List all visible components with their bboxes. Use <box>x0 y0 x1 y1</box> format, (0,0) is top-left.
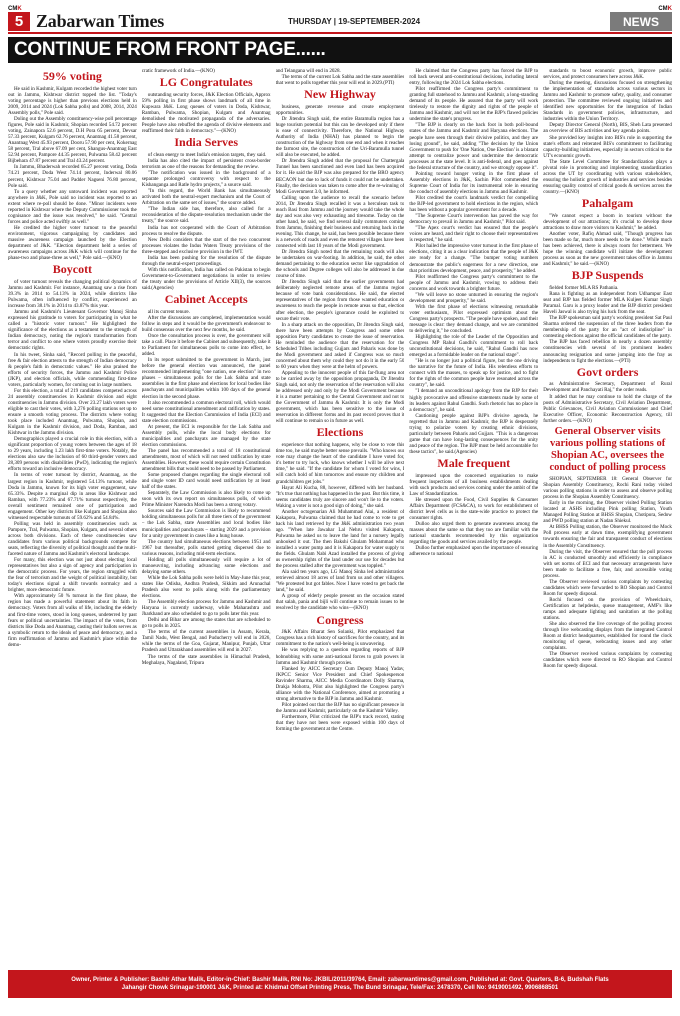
article-paragraph: For many, this election was not just about electing local representatives but also a sign of agency and participation in the democratic process. For years, the region struggled with the fear of terrorism and the weight of political instability, but today's elections signal a shift towards normalcy and a brighter, more democratic future. <box>8 557 137 594</box>
column-3 <box>276 68 405 968</box>
article-columns <box>8 68 672 968</box>
article-paragraph: The BJP has faced rebellion in nearly a dozen assembly constituencies with several of its prominent leaders announcing resignation and some jumping into the fray as independents to fight the elections.—(PTI) <box>543 339 672 364</box>
corner-tag-left: CMK <box>8 6 22 12</box>
article-paragraph: The Assembly election process for Jammu and Kashmir and Haryana is currently underway, while Maharashtra and Jharkhand are also scheduled to go to polls later this year. <box>141 599 271 618</box>
article-paragraph: During the visit, the Observer ensured that the poll process in AC is conducted smoothly and efficiently in compliance with set norms of ECI and that necessary arrangements have been made to facilitate a free, fair, and accessible voting process. <box>543 548 672 579</box>
imprint-line-2: Jahangir Chowk Srinagar-190001 J&K, Printed at: Khidmat Offset Printing Press, The Bund Srinagar, Tele/Fax: 2478370, Cell No: 9419001492, 9906868501 <box>121 985 559 991</box>
article-paragraph: The BJP spokesman said party's working president Sat Paul Sharma ordered the suspension of the three leaders from the membership of the party for an "act of indiscipline" in contesting elections against the official candidates of the party. <box>543 315 672 340</box>
article-paragraph: "The Indian side has, therefore, also called for a reconsideration of the dispute-resolution mechanism under the treaty," the source said. <box>141 206 271 225</box>
article-paragraph: The country had simultaneous elections between 1951 and 1967 but thereafter, polls started getting dispersed due to various reasons, including mid-term elections. <box>141 538 271 557</box>
article-paragraph: At BHSS Polling station, the Observer monitored the Mock Poll process early at dawn time, exemplifying government towards ensuring the fair and transparent conduct of elections in the Assembly Constituency. <box>543 524 672 549</box>
article-paragraph: Pointing toward hunger voting in the first phase of Assembly elections in J&K, Sachin Pilot commended the Supreme Court of India for its instrumental role in ensuring the conduct of assembly elections in Jammu and Kashmir. <box>409 170 539 195</box>
article-a4-headline: India Serves <box>174 135 239 150</box>
article-lead: and Telangana will end in 2028. <box>275 68 341 74</box>
article-paragraph: Deputy Director General (North), BIS, Sheh Lata presented an overview of BIS activities and key agenda points. <box>543 122 672 135</box>
section-tag: NEWS <box>610 12 672 31</box>
column-4 <box>409 68 538 968</box>
article-paragraph: impressed upon the concerned organisation to make frequent inspections of all business establishments dealing with such products and services coming under the ambit of the Law of Standardization. <box>409 472 539 497</box>
article-paragraph: "We cannot expect a boom in tourism without the development of our attractions; it's crucial to develop these attractions to draw more visitors to Kashmir," he added. <box>543 212 672 231</box>
article-paragraph: "In this regard, the World Bank has simultaneously activated both the neutral-expert mechanism and the Court of Arbitration on the same set of issues," the source added. <box>141 188 271 207</box>
article-paragraph: J&K Affairs Bharat Sen Solanki, Pilot emphasized that Congress has a rich history of sacrifices for the country, and its commitment to the nation's well-being is unwavering. <box>275 629 405 648</box>
article-paragraph: To a query whether any untoward incident was reported anywhere in J&K, Pole said no incident was reported to an extent where re-poll should be done. "Minor incidents were reported in Kishtwar where the Deputy Commissioner took the cognisance and the issue was resolved," he said. "Central forces and police acted swiftly as well." <box>8 188 137 225</box>
article-paragraph: The terms of the current assemblies in Assam, Kerala, Tamil Nadu, West Bengal, and Puducherry will end in 2026, while the terms of the Goa, Gujarat, Manipur, Punjab, Uttar Pradesh and Uttarakhand assemblies will end in 2027. <box>141 629 271 654</box>
article-paragraph: Hayat Ali Kucha, 88, however, differed with her husband. "It's true that nothing has happened in the past. But this time, it seems candidates truly are sincere and won't lie to the voters. Waking a voter is not a good sign of doing," she said. <box>275 484 405 509</box>
corner-tag-right: CMK <box>658 6 672 12</box>
article-paragraph: Some proposed changes regarding the single electoral roll and single voter ID card would need ratification by at least half of the states. <box>141 472 271 491</box>
article-a5-headline: Cabinet Accepts <box>164 292 248 307</box>
article-paragraph: In terms of voter turnout by district, Anantnag, as the largest region in Kashmir, registered 54.13% turnout, while Doda in Jammu, known for its high voter engagement, saw 65.33%. Despite a marginal dip in areas like Kishtwar and Ramban, with 77.23% and 67.71% turnout respectively, the overall sentiment remained one of participation and engagement. Other key districts like Kulgam and Shopian also witnessed respectable turnouts of 59.62% and 54.84%. <box>8 472 137 521</box>
article-a9-headline: Congress <box>316 612 364 627</box>
article-paragraph: of clean energy to meet India's emission targets, they said. <box>147 151 267 158</box>
article-paragraph: Holding all polls simultaneously will require a lot of manoeuvring, including advancing some elections and delaying some others. <box>141 556 271 575</box>
article-paragraph: With this notification, India has called on Pakistan to begin Government-to-Government negotiations in order to review the treaty under the provisions of Article XII(3), the sources said.(Agencies) <box>141 266 271 291</box>
article-a7-headline: New Highway <box>304 87 376 102</box>
article-paragraph: Ala said ten years ago, LG Manoj Sinha led administration retrieved almost 18 acres of land from us and other villagers. "We protested but got fables. Now I have voted to get back the land," he said. <box>275 569 405 594</box>
article-paragraph: With approximately 50 % turnout in the first phase, the region has made a powerful statement about its faith in democracy. Voters from all walks of life, including the elderly and first-time voters, stood in long queues, undeterred by past fears or political uncertainties. The impact of the votes, from districts like Doda and Anantnag, casting their ballots serves as a symbolic return to the ideals of peace and democracy, and a firm reaffirmation of Jammu and Kashmir's place within the demo- <box>8 593 137 648</box>
article-paragraph: During the meeting, discussions focused on strengthening the implementation of standards across various sectors in Jammu and Kashmir to promote safety, quality, and consumer protection. The committee reviewed ongoing initiatives and identified new opportunities for the integration of Indian Standards in government policies, infrastructure, and industries within the Union Territory. <box>543 80 672 123</box>
article-paragraph: She provided key insights into BIS's role in supporting the state's efforts and reiterated BIS's commitment to facilitating capacity-building initiatives, especially in sectors critical to the UT's economic growth. <box>543 134 672 159</box>
masthead-rule <box>8 32 672 34</box>
article-paragraph: Rochi focused on the provision of Wheelchairs, Certification at helpdesks, queue management, AMF's like ramps and adequate lighting and sanitation at the polling stations. <box>543 596 672 622</box>
article-paragraph: It added that he may continue to hold the charge of the posts of Administrative Secretary, Civil Aviation Department, Public Grievances, Civil Aviation Commissioner and Chief Executive Officer, Economic Reconstruction Agency, till further orders.—(KNO) <box>543 393 672 424</box>
column-2 <box>142 68 271 968</box>
article-paragraph: The State Level Committee for Standardization plays a pivotal role in promoting and implementing standardization across the UT by coordinating with various stakeholders, ensuring the holistic growth of industries and services besides ensuring quality control of critical goods & services across the country.—(KNO) <box>543 158 672 195</box>
paper-name: Zabarwan Times <box>36 11 165 31</box>
article-paragraph: After the discussions are completed, implementation would follow in steps and it would be the government's endeavour to build consensus over the next few months, he said. <box>141 314 271 333</box>
article-paragraph: standards to boost economic growth, improve public services, and protect consumers here across J&K. <box>543 68 672 81</box>
column-1 <box>8 68 137 968</box>
article-paragraph: She also observed the live coverage of the polling process through live webcasting displays from the integrated Control Room at district headquarters, established for round the clock monitoring of queue, webcasting issues and any other complaints. <box>543 621 672 652</box>
article-paragraph: In his tweet, Sinha said, "Record polling in the peaceful, free & fair election attests to the strength of Indian democracy & people's faith in democratic values." He also praised the efforts of security forces, the Jammu and Kashmir Police (JKP), and election officials, while commending first-time voters, particularly women, for coming out in large numbers. <box>8 351 137 388</box>
article-paragraph: Highlighting the role of the Leader of the Opposition and Congress MP Rahul Gandhi's commitment to roll back unconstitutional decisions, he said, "Rahul Gandhi has now emerged as a formidable leader on the national stage". <box>409 334 539 359</box>
article-a2-headline: Boycott <box>52 262 93 277</box>
article-paragraph: Cautioning people against BJP's divisive agenda, he regretted that in Jammu and Kashmir, the BJP is desperately trying to polarize voters by creating ethnic divisions, particularly between Paharis and Gujjars. "This is a dangerous game that can have long-lasting consequences for the unity and peace of the region. The BJP must be held accountable for these tactics", he said.(Agencies) <box>409 412 539 455</box>
article-paragraph: Flanked by AICC Secretary Cum Deputy Manoj Yadav, JKPCC Senior Vice President and Chief Spokesperson Ravinder Sharma, AICC Media Coordinators Dolly Sharma, Drakja Mohotra, Pilot also highlighted the Congress party's alliance with the National Conference, aimed at promoting a strong alternative to the BJP in Jammu and Kashmir. <box>275 665 405 702</box>
article-byline: SHOPIAN, SEPTEMBER 18: General Observer for Shopian Assembly Constituency, Rochi Rani today visited various polling stations in order to assess and observe polling process in the Shopian Assembly Constituency. <box>543 475 672 501</box>
article-paragraph: Pilot hailed the impressive voter turnout in the first phase of elections, citing it as a clear indication that the people of J&K are ready for a change. "The bumper voting numbers demonstrate the public's eagerness for a new direction, one that prioritizes development, peace, and prosperity," he added. <box>409 243 539 274</box>
article-paragraph: business, generate revenue and create employment opportunities. <box>275 103 405 116</box>
article-paragraph: He was replying to a question regarding reports of BJP hobnobbing with some anti-national forces to grab powers in Jammu and Kashmir through proxies. <box>275 647 405 666</box>
section-banner: CONTINUE FROM FRONT PAGE...... <box>8 37 672 63</box>
page-number: 5 <box>8 12 30 31</box>
article-paragraph: outstanding security forces, J&K Election Officials, Approx 59% polling in first phase shows landmark of all time in Kupwara J&K. Long queues of voters in Doda, Kishtwar, Ramban, Pulwama, Shopian, Kulgam and Anantnag demolished the motivated propaganda of the adversaries. People have also rebuffed the agenda of divisive elements and reaffirmed their faith in democracy."—(KNO) <box>141 91 271 135</box>
article-paragraph: In its report submitted to the government in March, just before the general election was announced, the panel recommended implementing "one nation, one election" in two phases – simultaneous polls for the Lok Sabha and state assemblies in the first phase and elections for local bodies like panchayats and municipalities within 100 days of the general election in the second phase. <box>141 357 271 400</box>
article-paragraph: as Administrative Secretary, Department of Rural Development and Panchayati Raj," the order reads. <box>543 381 672 394</box>
article-paragraph: At present, the ECI is responsible for the Lok Sabha and Assembly polls, while the local body elections for municipalities and panchayats are managed by the state election commissions. <box>141 423 271 448</box>
article-lead: cratic framework of India.—(KNO) <box>141 68 215 74</box>
article-paragraph: Dr Jitendra Singh noted that the remaining roads will also be undertaken on war-footing. In addition, he said, the other demand pertaining to the education sector like upgradation of the schools and Degree colleges will also be addressed in due course of time. <box>275 249 405 280</box>
article-paragraph: "He is no longer just a political figure, but the one driving the narrative for the future of India. His relentless efforts to connect with the masses, to speak up for justice, and to fight for the rights of the common people have resonated across the country", he said. <box>409 358 539 389</box>
article-paragraph: India has not cooperated with the Court of Arbitration process to resolve the dispute. <box>141 224 271 237</box>
article-paragraph: Sources said the Law Commission is likely to recommend holding simultaneous polls for all three tiers of the government – the Lok Sabha, state Assemblies and local bodies like municipalities and panchayats – starting 2029 and a provision for a unity government in cases like a hung house. <box>141 508 271 539</box>
article-paragraph: Doling out the Assembly constituency-wise poll percentage figures, Pole said in Kashmir, Shopian recorded 54.72 percent voting, Zainapora 52.6 percent, D.H Pora 65 percent, Devsar 57.33 percent, Kulgam 62.76 percent, Anantnag 41.58 percent, Anantnag West 45.93 percent, Dooru 57.90 per cent, Kokernag 58 percent, Tral above 67.09 per cent, Shangus-Anantnag East 52.94 percent, Pampore 44.35 percent, Pulwama 58.42 percent Bijbehara 47.87 percent and Tral 43.24 percent. <box>8 116 137 165</box>
article-a8-headline: Elections <box>316 425 364 440</box>
masthead <box>8 12 672 31</box>
article-paragraph: Dr Jitendra Singh said that the earlier governments had deliberately neglected remote areas of the Jammu region because of vote bank considerations. He said, the elected representatives of the region from those wanted education or awareness to reach the people in remote areas so that, election after election, the people's ignorance could be exploited to secure their vote. <box>275 279 405 322</box>
article-paragraph: "We will leave no stone unturned in ensuring the region's development and prosperity," he said. <box>409 291 539 304</box>
article-paragraph: "I demand an unconditional apology from the BJP for their highly provocative and offensive statements made by some of its leaders against Rahul Gandhi. Such rhetoric has no place in a democracy", he said. <box>409 388 539 413</box>
article-paragraph: of voter turnout reveals the changing political dynamics of Jammu and Kashmir. For instance, Anantnag saw a rise from 39.3% in 2014 to 54.13% in 2024, while districts like Pulwama, often influenced by conflict, experienced an increase from 38.1% in 2014 to 43.87% this year. <box>8 278 137 310</box>
article-paragraph: Another voter, Rafiq Ahmad said, "Though progress has been made so far, much more needs to be done." While much has been achieved, there is always room for betterment. We hope the winning candidate will initiate the development process as soon as the new government takes office in Jammu and Kashmir," he said.—(KNO) <box>543 230 672 268</box>
article-a11-headline: Pahalgam <box>581 195 634 210</box>
article-paragraph: Demographics played a crucial role in this election, with a significant proportion of young voters between the ages of 18 to 29 years, including 1.23 lakh first-time voters. Notably, the elections also saw the inclusion of 60 third-gender voters and 28,309 persons with disabilities (PwD), indicating the region's efforts toward an inclusive democracy. <box>8 436 137 473</box>
article-paragraph: Polling was held in assembly constituencies such as Pampore, Tral, Pulwama, Shopian, Kulgam, and several others across both divisions. Each of these constituencies saw candidates from various political backgrounds compete for seats, reflecting the diversity of political thought and the multi-faceted nature of Jammu and Kashmir's electoral landscape. <box>8 520 137 558</box>
article-paragraph: The Observer reviewed various complaints by contesting candidates which were forwarded to RO Shopian and Control Room for speedy disposal. <box>543 578 672 597</box>
article-paragraph: Furthermore, Pilot criticized the BJP's track record, stating that they have not been were exposed within 100 days of forming the government at the Centre. <box>275 713 405 733</box>
article-paragraph: He claimed that the Congress party has forced the BJP to roll back several anti-constitutional decisions, including lateral entry, following the 2024 Lok Sabha elections. <box>409 68 539 87</box>
article-paragraph: Pilot reaffirmed the Congress party's commitment to granting full statehood to Jammu and Kashmir, a long-standing demand of its people. He assured that the party will work tirelessly to restore the dignity and rights of the people of Jammu and Kashmir, and will not let the BJP's flawed policies undermine the state's progress. <box>409 86 539 123</box>
article-paragraph: For this election, a total of 219 candidates competed across 24 assembly constituencies in Kashmir division and eight constituencies in Jammu division. Over 23.27 lakh voters were eligible to cast their votes, with 3,276 polling stations set up to ensure a smooth voting process. The districts where voting took place included Anantnag, Pulwama, Shopian, and Kulgam in the Kashmir division, and Doda, Ramban, and Kishtwar in the Jammu division. <box>8 387 137 437</box>
article-paragraph: Dulloo also urged them to generate awareness among the masses about the same so that they too are familiar with the national standards recommended by this organization regarding the goods and services availed by the people. <box>409 521 539 546</box>
article-paragraph: The Observer received various complaints by contesting candidates which were directed to RO Shopian and Control Room for speedy disposal. <box>543 651 672 670</box>
article-paragraph: India has been pushing for the resolution of the dispute through the neutral-expert proceedings. <box>141 254 271 267</box>
article-paragraph: Once the consultation process is over, the government will take a call. Place it before the Cabinet and subsequently, take it to Parliament for simultaneous polls to come into effect, he added. <box>141 333 271 358</box>
article-paragraph: "The notification was issued in the background of a separate prolonged controversy with respect to the Kishanganga and Ratle hydro projects," a source said. <box>141 170 271 189</box>
article-paragraph: Dulloo further emphasized upon the importance of ensuring adherence to national <box>409 545 539 558</box>
article-a13-headline: Govt orders <box>576 364 639 379</box>
article-paragraph: experience that nothing happens, why be close to vote this time too, he said maybe better sense prevails. "Who knows our vote may change the heart of the candidate I have voted for, it's better to try luck, who knows whether I will be alive next time," he said. "If the candidate for whom I voted for wins, I will catch hold of him tomorrow and ensure my children and grandchildren get jobs." <box>275 442 405 485</box>
article-a1-headline: 59% voting <box>42 69 102 83</box>
article-paragraph: India has also cited the impact of persistent cross-border terrorism as one of the reasons for demanding the review. <box>141 158 271 171</box>
article-paragraph: Another octogenarian Ali Muhammad Alai, a resident of Kakapora, Pulwama claimed that he had come to vote to get back his land retrieved by the J&K administration two years ago. "When late Jawahar Lal Nehru visited Kakapora, Pulwama he asked us to leave the land for a nursery legally unhooked it out. The then Bakshi Ghulam Mohammad who installed a water pump and it is Kakapora for water supply to the fields. Ghulam Nabi Azad installed the process of giving us ownership rights of the land under our use for decades but the process stalled after the government was toppled." <box>275 508 405 570</box>
article-paragraph: In a sharp attack on the opposition, Dr Jitendra Singh said, there have been attempts by Congress and some other opposition Party candidates to create the issue of reservation. He reminded the audience that the reservation for the Scheduled Tribes including Gujjars and Paharis was done by the Modi government and asked if Congress was so much concerned about them why could they not do it in the early 50 to 60 years when they were at the helm of powers. <box>275 321 405 370</box>
article-paragraph: Calling upon the audience to recall the scenario before 2014, Dr Jitendra Singh recalled it was a herculean task to reach Basi from Jammu and the journey would take the whole day and was also very exhausting and tiresome. Today on the other hand, he said, we find several daily commuters coming from Jammu, finishing their business and returning back in the evening. This change, he said, has been possible because there is a network of roads and even the remotest villages have been connected with last 10 years of the Modi government. <box>275 194 405 250</box>
article-paragraph: With the first phase of elections witnessing remarkable voter enthusiasm, Pilot expressed optimism about the Congress party's prospects. "The people have spoken, and their message is clear: they demand change, and we are committed to delivering it," he concluded. <box>409 303 539 335</box>
article-a3-headline: LG Congratulates <box>159 75 253 90</box>
article-paragraph: Early in the morning, the Observer visited Polling Station located at ASHS including Pink polling Station, Youth Managed Polling Station at BHSS Shopian, Chotipora, Sedow and PWD polling station at Nadan Shiekul. <box>543 500 672 525</box>
article-paragraph: all its current tenure. <box>147 308 190 315</box>
article-paragraph: "The Supreme Court's intervention has paved the way for democracy to prevail in Jammu and Kashmir," Pilot said. <box>409 213 539 226</box>
article-paragraph: While the Lok Sabha polls were held in May-June this year, states like Odisha, Andhra Pradesh, Sikkim and Arunachal Pradesh also went to polls along with the parliamentary elections. <box>141 574 271 600</box>
column-5 <box>543 68 672 968</box>
issue-date: THURSDAY | 19-SEPTEMBER-2024 <box>288 17 421 26</box>
article-paragraph: The terms of the current Lok Sabha and the state assemblies that went to polls together this year will end in 2029.(PTI) <box>275 74 405 87</box>
imprint-footer <box>8 970 672 998</box>
article-paragraph: "The BJP is clearly on the back foot in both poll-bound states of the Jammu and Kashmir and Haryana elections. The people have seen through their divisive politics, and they are losing ground", he said, adding "The decision by the Union Government to push for 'One Nation, One Election' is a blatant attempt to centralize power and undermine the democratic processes at the state level. It is anti-federal, and goes against the federal structure of the country, and we strongly oppose it". <box>409 122 539 171</box>
article-paragraph: Pilot reaffirmed the Congress party's commitment to the people of Jammu and Kashmir, vowing to address their concerns and work towards a brighter future. <box>409 273 539 292</box>
article-paragraph: Appealing to the innocent people of this far-flung area not to be carried away by the opposition propaganda, Dr Jitendra Singh said, not only the reservation of the reservation will also be addressed only and only by the Modi Government because it is a matter pertaining to the Central Government and not to the Government of Jammu & Kashmir. It is only the Modi government, which has been sensitive to the issue of reservation in different forms and its past record proves that it will continue to remain so in future as well. <box>275 370 405 425</box>
article-paragraph: He said in Kashmir, Kulgam recorded the highest voter turn out in Jammu, Kishtwar district topped the list. "Today's voting percentage is higher than previous elections held in 2009, 2014 and 2024 (Lok Sabha polls) and 2008, 2014, 2024 Assembly polls," Pole said. <box>8 85 137 116</box>
imprint-line-1: Owner, Printer & Publisher: Bashir Athar Malik, Editor-in-Chief: Bashir Malik, RNI No: JKBIL/2011/39764, Email: zabarwantimes@gmail.com, Published at: Govt. Quarters, B-6, Budshah Flats <box>71 977 609 983</box>
article-paragraph: Rana is fighting as an independent from Udhampur East seat and BJP has fielded former MLA Kuljeet Kumar Singh Paramal. Garu is a proxy leader and the BJP district president Haveli Jaswal is also trying his luck from the seat. <box>543 291 672 316</box>
article-paragraph: New Delhi considers that the start of the two concurrent processes violates the Indus Waters Treaty provisions of the three-stepped and exclusive provision in the IWT. <box>141 236 271 255</box>
article-paragraph: He stressed upon the Food, Civil Supplies & Consumer Affairs Department (FCS&CA), to work for establishment of district level cells as is the state-wide practice to protect the consumer rights. <box>409 496 539 522</box>
article-paragraph: He credited the higher voter turnout to the peaceful environment, vigorous campaigning by candidates and massive awareness campaign launched by the Election department of J&K. "Election department held a series of awareness campaigns across J&K which will continue for the phase-two and phase-three as well," Pole said.—(KNO) <box>8 224 137 262</box>
article-paragraph: Dr Jitendra Singh added that the proposal for Chattergala Tunnel has been sanctioned and even land has been acquired for it. He said the BJP was also prepared for the BRO agency BECAON but due to lack of funds it could not be undertaken. Finally, the decision was taken to come after the re-winning of Modi Government 3.0, he informed. <box>275 158 405 195</box>
article-paragraph: The terms of the state assemblies in Himachal Pradesh, Meghalaya, Nagaland, Tripura <box>141 653 271 666</box>
article-a12-headline: BJP Suspends <box>571 268 644 283</box>
article-paragraph: "The Apex court's verdict has ensured that the people's voices are heard, and their right to choose their representatives is respected," he said. <box>409 225 539 244</box>
article-paragraph: fielded former MLA RS Pathania. <box>549 285 619 291</box>
article-paragraph: In Jammu, Bhaderwah recorded 65.27 percent voting, Doda 74.21 percent, Doda West 74.14 percent, Inderwal 80.06 percent, Kishtwar 75.04 and Padder Nagseni 76.80 percent, Pole said. <box>8 164 137 189</box>
article-paragraph: Dr Jitendra Singh said, the entire Baramulla region has a huge tourism potential but this can be developed only if there is ease of connectivity. Therefore, the National Highway Authority of India (NHAI) has planned to begin the construction of the highway from one end and when it reaches the farmost site, the construction of the Uri-Baramulla tunnel will also be executed, he added. <box>275 116 405 159</box>
article-a14-headline: General Observer visits various polling stations of Shopian AC, oversees the conduct of polling process <box>549 425 666 473</box>
article-paragraph: Pilot pointed out that the BJP has no significant presence in the Jammu and Kashmir, particularly on the Kashmir Valley. <box>275 701 405 714</box>
article-paragraph: It also recommended a common electoral roll, which would need some constitutional amendment and ratification by states. It suggested that the Election Commission of India (ECI) and state election commissions. <box>141 399 271 424</box>
article-paragraph: The panel has recommended a total of 18 constitutional amendments, most of which will not need ratification by state Assemblies. However, these would require certain Constitution amendment bills that would need to be passed by Parliament. <box>141 447 271 473</box>
article-paragraph: Jammu and Kashmir's Lieutenant Governor Manoj Sinha expressed his gratitude to voters for participating in what he called a "historic voter turnout." He highlighted the significance of the elections as a testament to the strength of Indian democracy, noting the region's transformation from terror and conflict to one where voters proudly exercise their democratic rights. <box>8 309 137 352</box>
article-a10-headline: Male frequent <box>437 456 511 470</box>
article-paragraph: A group of elderly people present on the occasion stated that salah, pania and bijli will continue to remain issues to be resolved by the candidate who wins—(KNO) <box>275 593 405 612</box>
article-paragraph: Separately, the Law Commission is also likely to come up soon with its own report on simultaneous polls, of which Prime Minister Narendra Modi has been a strong votary. <box>141 490 271 509</box>
article-paragraph: Pilot credited the court's landmark verdict for compelling the BJP-led government to hold elections in the region, which has been without a popular government for a decade. <box>409 194 539 214</box>
article-paragraph: Delhi and Bihar are among the states that are scheduled to go to polls in 2025. <box>141 617 271 630</box>
